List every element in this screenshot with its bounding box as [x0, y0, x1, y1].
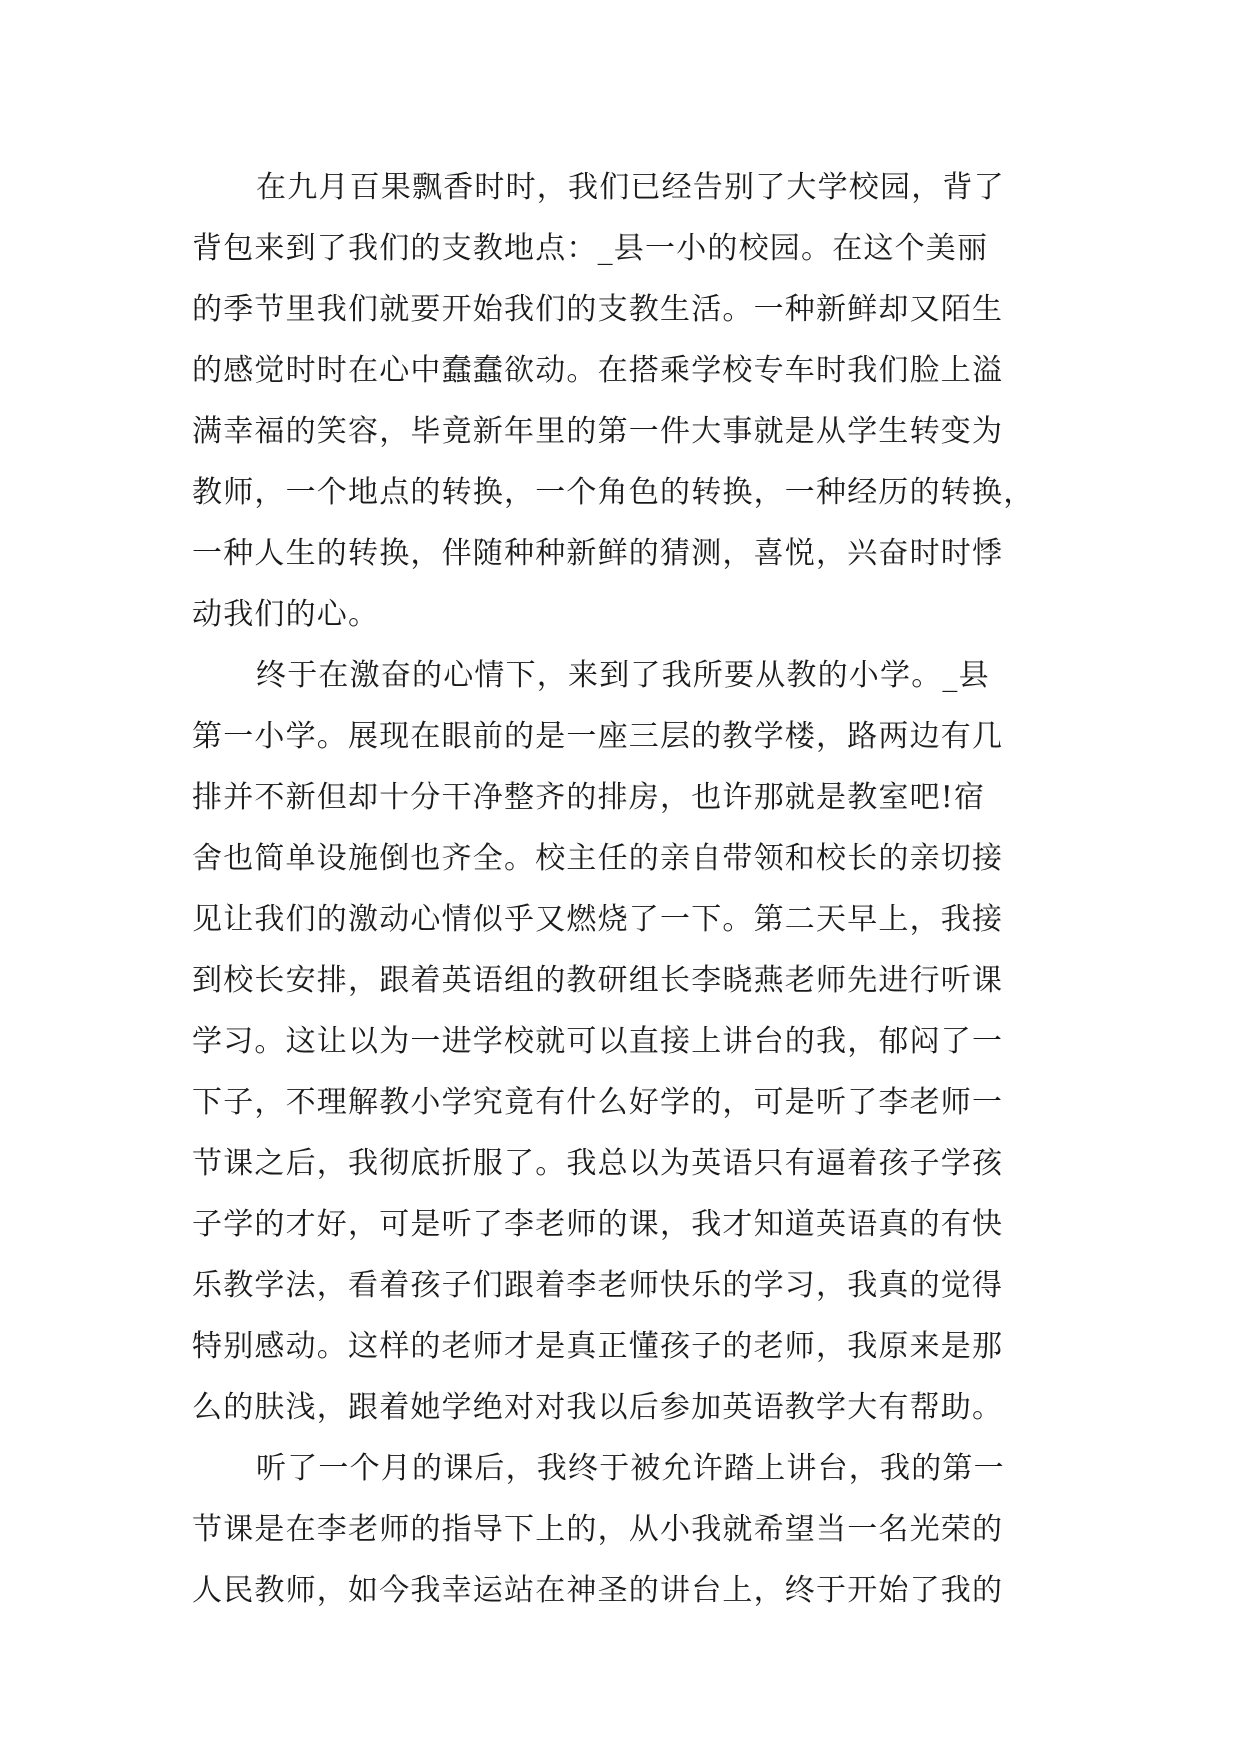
text-line: 在九月百果飘香时时，我们已经告别了大学校园，背了 — [256, 170, 1005, 205]
text-line: 乐教学法，看着孩子们跟着李老师快乐的学习，我真的觉得 — [192, 1268, 1004, 1303]
text-line: 学习。这让以为一进学校就可以直接上讲台的我，郁闷了一 — [192, 1024, 1004, 1059]
document-body — [192, 157, 1052, 1621]
text-line: 见让我们的激动心情似乎又燃烧了一下。第二天早上，我接 — [192, 902, 1004, 937]
text-line: 动我们的心。 — [192, 597, 380, 632]
text-line: 终于在激奋的心情下，来到了我所要从教的小学。_县 — [256, 658, 990, 693]
text-line: 满幸福的笑容，毕竟新年里的第一件大事就是从学生转变为 — [192, 414, 1004, 449]
paragraph-1 — [192, 157, 1052, 645]
text-line: 特别感动。这样的老师才是真正懂孩子的老师，我原来是那 — [192, 1329, 1004, 1364]
text-line: 的季节里我们就要开始我们的支教生活。一种新鲜却又陌生 — [192, 292, 1004, 327]
text-line: 一种人生的转换，伴随种种新鲜的猜测，喜悦，兴奋时时悸 — [192, 536, 1004, 571]
text-line: 到校长安排，跟着英语组的教研组长李晓燕老师先进行听课 — [192, 963, 1004, 998]
text-line: 节课之后，我彻底折服了。我总以为英语只有逼着孩子学孩 — [192, 1146, 1004, 1181]
text-line: 节课是在李老师的指导下上的，从小我就希望当一名光荣的 — [192, 1512, 1004, 1547]
text-line: 排并不新但却十分干净整齐的排房，也许那就是教室吧!宿 — [192, 780, 986, 815]
text-line: 么的肤浅，跟着她学绝对对我以后参加英语教学大有帮助。 — [192, 1390, 1004, 1425]
text-line: 背包来到了我们的支教地点：_县一小的校园。在这个美丽 — [192, 231, 989, 266]
text-line: 子学的才好，可是听了李老师的课，我才知道英语真的有快 — [192, 1207, 1004, 1242]
text-line: 听了一个月的课后，我终于被允许踏上讲台，我的第一 — [256, 1451, 1005, 1486]
text-line: 人民教师，如今我幸运站在神圣的讲台上，终于开始了我的 — [192, 1573, 1004, 1608]
paragraph-2 — [192, 645, 1052, 1438]
text-line: 下子，不理解教小学究竟有什么好学的，可是听了李老师一 — [192, 1085, 1004, 1120]
text-line: 教师，一个地点的转换，一个角色的转换，一种经历的转换， — [192, 475, 1035, 510]
text-line: 舍也简单设施倒也齐全。校主任的亲自带领和校长的亲切接 — [192, 841, 1004, 876]
paragraph-3 — [192, 1438, 1052, 1621]
text-line: 第一小学。展现在眼前的是一座三层的教学楼，路两边有几 — [192, 719, 1004, 754]
text-line: 的感觉时时在心中蠢蠢欲动。在搭乘学校专车时我们脸上溢 — [192, 353, 1004, 388]
